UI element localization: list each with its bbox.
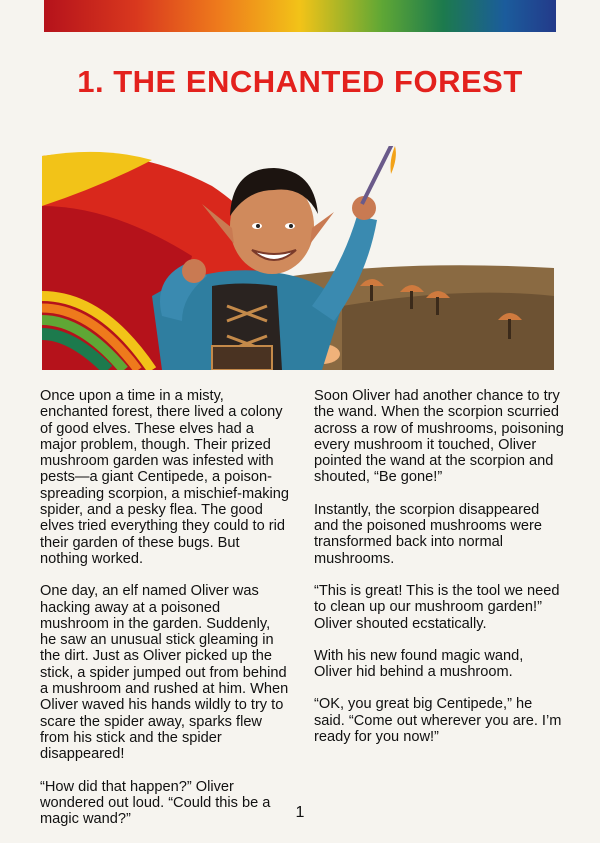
paragraph: “OK, you great big Centipede,” he said. “Come out wherever you are. I’m ready for you now!” <box>314 696 562 746</box>
rainbow-header-bar <box>44 0 556 32</box>
page-number: 1 <box>295 804 305 821</box>
chapter-title: 1. THE ENCHANTED FOREST <box>77 64 523 99</box>
paragraph: Instantly, the scorpion disappeared and the poisoned mushrooms were transformed back into normal mushrooms. <box>314 501 542 567</box>
paragraph: With his new found magic wand, Oliver hid behind a mushroom. <box>314 647 524 681</box>
paragraph: Once upon a time in a misty, enchanted forest, there lived a colony of good elves. These elves had a major problem, though. Their prized mushroom garden was infested with pests—a giant Centipede, a poison-spreading scorpion, a mischief-making spider, and a pesky flea. The good elves tried everything they could to rid their garden of these bugs. But nothing worked. <box>40 388 290 567</box>
paragraph: Soon Oliver had another chance to try the wand. When the scorpion scurried across a row of mushrooms, poisoning every mushroom it touched, Oliver pointed the wand at the scorpion and shouted, “Be gone!” <box>314 388 564 486</box>
paragraph: “How did that happen?” Oliver wondered out loud. “Could this be a magic wand?” <box>40 778 271 828</box>
left-text-column <box>40 388 290 843</box>
paragraph: One day, an elf named Oliver was hacking away at a poisoned mushroom in the garden. Suddenly, he saw an unusual stick gleaming in the dirt. Just as Oliver picked up the stick, a spider jumped out from behind a mushroom and rushed at him. When Oliver waved his hands wildly to try to scare the spider away, sparks flew from his stick and the spider disappeared! <box>40 583 289 763</box>
paragraph: “This is great! This is the tool we need to clean up our mushroom garden!” Oliver shouted ecstatically. <box>314 582 560 632</box>
right-text-column <box>314 388 564 761</box>
elf-with-magic-wand-illustration <box>42 146 554 370</box>
